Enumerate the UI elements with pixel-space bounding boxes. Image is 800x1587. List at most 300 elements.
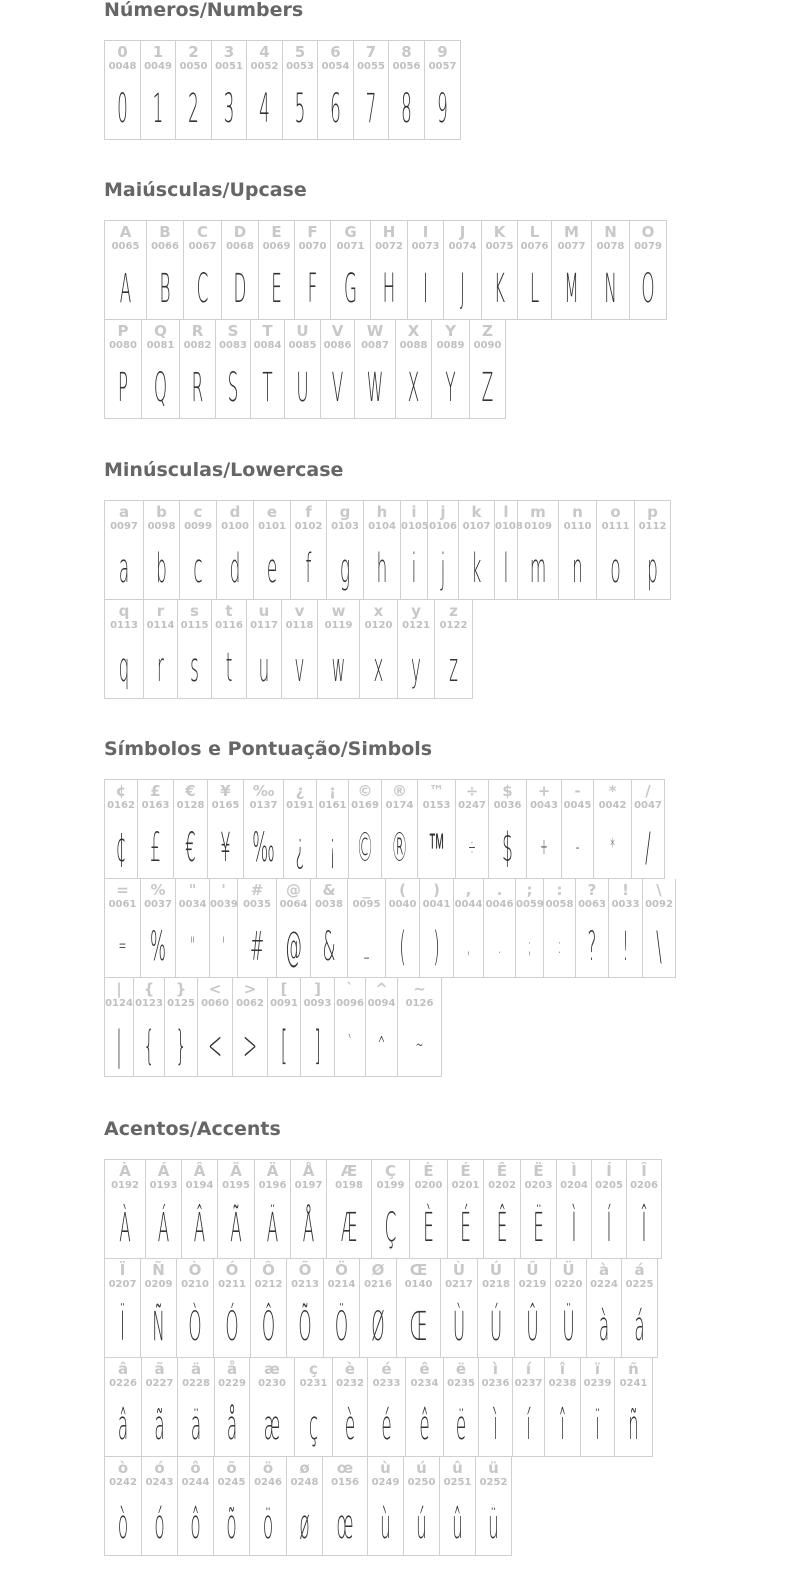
glyph-cell (484, 879, 516, 978)
glyph-sample: T (262, 365, 273, 411)
glyph-code-label: 0044 (454, 899, 483, 910)
glyph-cell (105, 1259, 141, 1358)
glyph-char-label: " (188, 881, 197, 899)
glyph-code-label: 0125 (167, 998, 195, 1009)
glyph-char-label: d (229, 503, 241, 521)
glyph-char-label: è (344, 1360, 356, 1378)
glyph-sample: ô (190, 1502, 201, 1548)
glyph-char-label: - (574, 782, 581, 800)
glyph-sample: ù (380, 1502, 391, 1548)
glyph-code-label: 0077 (557, 241, 586, 252)
glyph-char-label: ö (262, 1459, 274, 1477)
glyph-cell (327, 1160, 372, 1259)
section-symbols (104, 739, 676, 1077)
glyph-code-label: 0124 (105, 998, 133, 1009)
glyph-sample: Å (302, 1205, 315, 1251)
glyph-char-label: ¡ (329, 782, 336, 800)
glyph-code-label: 0229 (218, 1378, 246, 1389)
section-lowercase (104, 460, 671, 699)
glyph-sample: [ (280, 1023, 288, 1069)
glyph-code-label: 0089 (436, 340, 465, 351)
glyph-sample: È (423, 1205, 434, 1251)
glyph-char-label: ® (392, 782, 407, 800)
glyph-cell (454, 879, 484, 978)
glyph-char-label: À (119, 1162, 131, 1180)
glyph-code-label: 0073 (411, 241, 440, 252)
glyph-grid-symbols (104, 779, 676, 1077)
glyph-char-label: œ (336, 1459, 354, 1477)
glyph-sample: C (196, 266, 209, 312)
glyph-sample: Á (157, 1205, 170, 1251)
section-title-symbols: Símbolos e Pontuação/Simbols (104, 738, 433, 760)
glyph-char-label: I (422, 223, 429, 241)
glyph-sample: Ô (261, 1304, 276, 1350)
glyph-code-label: 0123 (135, 998, 163, 1009)
glyph-cell (105, 978, 134, 1077)
glyph-sample: & (322, 924, 336, 970)
glyph-cell (444, 1358, 479, 1457)
glyph-code-label: 0045 (563, 800, 592, 811)
glyph-code-label: 0055 (357, 61, 385, 72)
glyph-char-label: M (564, 223, 579, 241)
glyph-char-label: ¥ (220, 782, 231, 800)
glyph-cell (291, 501, 327, 600)
glyph-sample: à (598, 1304, 610, 1350)
glyph-row (104, 1358, 653, 1457)
glyph-sample: ] (314, 1023, 321, 1069)
glyph-sample: ¡ (329, 825, 336, 871)
glyph-code-label: 0246 (254, 1477, 282, 1488)
glyph-cell (382, 780, 418, 879)
glyph-code-label: 0043 (530, 800, 558, 811)
glyph-char-label: ê (419, 1360, 430, 1378)
glyph-code-label: 0228 (182, 1378, 210, 1389)
glyph-char-label: ÷ (465, 782, 479, 800)
glyph-cell (180, 501, 217, 600)
glyph-cell (284, 780, 317, 879)
glyph-cell (333, 1358, 368, 1457)
glyph-code-label: 0174 (385, 800, 414, 811)
glyph-sample: ê (419, 1403, 430, 1449)
glyph-char-label: Ï (119, 1261, 126, 1279)
glyph-char-label: Ö (335, 1261, 348, 1279)
glyph-char-label: 5 (294, 43, 306, 61)
glyph-sample: ã (154, 1403, 165, 1449)
glyph-sample: % (150, 924, 166, 970)
glyph-char-label: C (196, 223, 208, 241)
glyph-sample: ™ (428, 825, 445, 871)
glyph-sample: . (498, 934, 501, 959)
glyph-char-label: Ù (452, 1261, 466, 1279)
glyph-sample: Ù (452, 1304, 466, 1350)
glyph-sample: J (460, 266, 465, 312)
glyph-cell (360, 1259, 397, 1358)
glyph-char-label: | (116, 980, 122, 998)
glyph-cell (177, 1259, 214, 1358)
glyph-cell (184, 221, 222, 320)
glyph-char-label: ~ (413, 980, 426, 998)
glyph-code-label: 0060 (201, 998, 229, 1009)
glyph-code-label: 0071 (336, 241, 365, 252)
glyph-cell (389, 41, 425, 140)
glyph-char-label: È (423, 1162, 434, 1180)
glyph-code-label: 0070 (298, 241, 327, 252)
glyph-cell (295, 1358, 333, 1457)
glyph-code-label: 0235 (447, 1378, 475, 1389)
glyph-char-label: ï (594, 1360, 601, 1378)
glyph-cell (327, 501, 364, 600)
glyph-sample: Û (526, 1304, 539, 1350)
glyph-sample: Ï (120, 1304, 125, 1350)
glyph-row (104, 500, 671, 600)
glyph-cell (371, 221, 408, 320)
glyph-cell (214, 1457, 250, 1556)
glyph-sample: M (564, 266, 579, 312)
glyph-sample: G (343, 266, 358, 312)
glyph-sample: a (118, 546, 130, 592)
glyph-sample: é (381, 1403, 392, 1449)
glyph-code-label: 0098 (147, 521, 176, 532)
glyph-code-label: 0049 (144, 61, 172, 72)
glyph-sample: Õ (298, 1304, 312, 1350)
glyph-code-label: 0137 (249, 800, 278, 811)
glyph-cell (576, 879, 609, 978)
glyph-char-label: ü (488, 1459, 499, 1477)
glyph-code-label: 0198 (335, 1180, 363, 1191)
glyph-char-label: t (225, 602, 233, 620)
glyph-cell (545, 1358, 581, 1457)
glyph-char-label: x (373, 602, 384, 620)
glyph-code-label: 0069 (262, 241, 291, 252)
glyph-code-label: 0097 (110, 521, 138, 532)
glyph-cell (372, 1160, 410, 1259)
glyph-code-label: 0249 (371, 1477, 400, 1488)
glyph-code-label: 0248 (290, 1477, 319, 1488)
glyph-code-label: 0114 (146, 620, 175, 631)
glyph-char-label: ø (299, 1459, 310, 1477)
glyph-code-label: 0062 (236, 998, 264, 1009)
glyph-sample: ? (587, 924, 597, 970)
glyph-char-label: y (411, 602, 421, 620)
glyph-char-label: â (117, 1360, 129, 1378)
glyph-sample: Ø (371, 1304, 385, 1350)
glyph-code-label: 0075 (485, 241, 514, 252)
glyph-char-label: k (471, 503, 482, 521)
glyph-char-label: 3 (223, 43, 235, 61)
glyph-sample: < (207, 1023, 223, 1069)
glyph-char-label: É (460, 1162, 471, 1180)
glyph-code-label: 0090 (473, 340, 502, 351)
glyph-code-label: 0047 (634, 800, 662, 811)
glyph-sample: m (529, 546, 547, 592)
glyph-sample: 3 (223, 86, 235, 132)
glyph-cell (562, 780, 594, 879)
glyph-char-label: Y (445, 322, 456, 340)
glyph-code-label: 0243 (145, 1477, 174, 1488)
glyph-cell (105, 221, 147, 320)
glyph-char-label: 9 (437, 43, 448, 61)
section-numbers (104, 0, 461, 140)
glyph-char-label: 7 (365, 43, 377, 61)
glyph-sample: í (526, 1403, 531, 1449)
glyph-cell (632, 780, 665, 879)
glyph-code-label: 0052 (250, 61, 279, 72)
glyph-code-label: 0041 (422, 899, 451, 910)
glyph-char-label: { (143, 980, 155, 998)
glyph-cell (250, 1358, 295, 1457)
glyph-sample: n (572, 546, 583, 592)
glyph-code-label: 0122 (439, 620, 468, 631)
glyph-cell (355, 320, 396, 419)
glyph-char-label: D (233, 223, 247, 241)
glyph-sample: © (356, 825, 374, 871)
glyph-char-label: ô (190, 1459, 201, 1477)
glyph-sample: - (575, 835, 580, 860)
glyph-cell (218, 1160, 255, 1259)
glyph-cell (551, 1259, 587, 1358)
glyph-code-label: 0214 (327, 1279, 356, 1290)
glyph-char-label: £ (150, 782, 161, 800)
glyph-cell (268, 978, 301, 1077)
glyph-cell (105, 501, 144, 600)
glyph-char-label: 2 (188, 43, 199, 61)
glyph-char-label: Î (641, 1162, 647, 1180)
glyph-char-label: K (493, 223, 506, 241)
glyph-sample: * (610, 835, 615, 860)
glyph-cell (144, 501, 180, 600)
glyph-code-label: 0058 (545, 899, 574, 910)
glyph-sample: á (634, 1304, 645, 1350)
glyph-char-label: b (156, 503, 167, 521)
glyph-char-label: ; (526, 881, 533, 899)
glyph-sample: Î (641, 1205, 647, 1251)
glyph-sample: o (610, 546, 621, 592)
glyph-code-label: 0037 (144, 899, 172, 910)
glyph-code-label: 0054 (321, 61, 350, 72)
glyph-cell (182, 1160, 218, 1259)
glyph-char-label: Í (606, 1162, 612, 1180)
glyph-code-label: 0225 (625, 1279, 654, 1290)
glyph-cell (259, 221, 295, 320)
glyph-char-label: ^ (375, 980, 388, 998)
glyph-char-label: L (529, 223, 540, 241)
glyph-sample: Ú (489, 1304, 503, 1350)
glyph-code-label: 0101 (258, 521, 286, 532)
glyph-row (104, 1159, 662, 1259)
glyph-code-label: 0117 (250, 620, 278, 631)
glyph-sample: i (411, 546, 417, 592)
glyph-sample: u (258, 645, 270, 691)
glyph-code-label: 0036 (493, 800, 522, 811)
glyph-sample: Â (193, 1205, 206, 1251)
glyph-char-label: Â (193, 1162, 206, 1180)
glyph-sample: É (460, 1205, 471, 1251)
glyph-char-label: Ñ (152, 1261, 165, 1279)
glyph-sample: 6 (330, 86, 341, 132)
glyph-code-label: 0231 (299, 1378, 328, 1389)
glyph-cell (594, 780, 632, 879)
glyph-char-label: ó (154, 1459, 165, 1477)
glyph-sample: Ã (230, 1205, 242, 1251)
glyph-cell (635, 501, 671, 600)
glyph-cell (144, 600, 178, 699)
glyph-sample: k (471, 546, 482, 592)
glyph-char-label: Q (154, 322, 167, 340)
glyph-char-label: v (294, 602, 305, 620)
glyph-code-label: 0095 (352, 899, 381, 910)
glyph-cell (420, 879, 454, 978)
glyph-sample: x (373, 645, 384, 691)
glyph-code-label: 0196 (258, 1180, 287, 1191)
glyph-char-label: u (258, 602, 270, 620)
glyph-sample: Ü (562, 1304, 575, 1350)
glyph-char-label: } (175, 980, 187, 998)
glyph-sample: Í (606, 1205, 612, 1251)
glyph-code-label: 0065 (111, 241, 140, 252)
glyph-char-label: n (572, 503, 583, 521)
glyph-code-label: 0108 (495, 521, 523, 532)
glyph-sample: b (156, 546, 167, 592)
glyph-code-label: 0216 (364, 1279, 392, 1290)
glyph-grid-accents (104, 1159, 662, 1556)
glyph-sample: £ (150, 825, 161, 871)
glyph-sample: " (190, 934, 195, 959)
glyph-char-label: _ (362, 881, 371, 899)
glyph-code-label: 0093 (303, 998, 332, 1009)
glyph-code-label: 0205 (595, 1180, 623, 1191)
glyph-cell (180, 320, 216, 419)
glyph-code-label: 0213 (291, 1279, 319, 1290)
glyph-char-label: ç (309, 1360, 318, 1378)
section-title-lowercase: Minúsculas/Lowercase (104, 459, 344, 481)
glyph-sample: æ (263, 1403, 281, 1449)
glyph-char-label: © (357, 782, 373, 800)
glyph-char-label: 0 (117, 43, 128, 61)
glyph-cell (495, 501, 523, 600)
glyph-sample: 1 (152, 86, 164, 132)
glyph-sample: ) (433, 924, 440, 970)
glyph-code-label: 0096 (336, 998, 364, 1009)
glyph-sample: å (226, 1403, 238, 1449)
glyph-char-label: w (331, 602, 346, 620)
glyph-cell (643, 879, 676, 978)
glyph-sample: ì (493, 1403, 498, 1449)
glyph-sample: @ (285, 924, 302, 970)
glyph-code-label: 0140 (404, 1279, 433, 1290)
glyph-code-label: 0056 (392, 61, 421, 72)
glyph-cell (482, 221, 518, 320)
glyph-cell (217, 501, 254, 600)
glyph-cell (301, 978, 335, 1077)
glyph-sample: â (117, 1403, 129, 1449)
glyph-cell (105, 879, 141, 978)
glyph-char-label: Ô (262, 1261, 275, 1279)
glyph-sample: 7 (365, 86, 377, 132)
glyph-char-label: @ (286, 881, 301, 899)
glyph-char-label: : (556, 881, 563, 899)
glyph-cell (212, 41, 247, 140)
glyph-code-label: 0165 (211, 800, 240, 811)
glyph-code-label: 0103 (331, 521, 359, 532)
glyph-cell (255, 1160, 291, 1259)
glyph-char-label: ‰ (252, 782, 275, 800)
glyph-code-label: 0072 (375, 241, 403, 252)
glyph-cell (408, 221, 444, 320)
glyph-code-label: 0230 (258, 1378, 286, 1389)
glyph-sample: V (331, 365, 344, 411)
glyph-sample: W (366, 365, 384, 411)
glyph-cell (516, 879, 544, 978)
glyph-sample: \ (656, 924, 662, 970)
glyph-sample: õ (226, 1502, 237, 1548)
glyph-sample: I (423, 266, 428, 312)
glyph-cell (581, 1358, 615, 1457)
glyph-cell (398, 978, 442, 1077)
glyph-sample: L (529, 266, 540, 312)
glyph-char-label: æ (264, 1360, 280, 1378)
glyph-cell (615, 1358, 653, 1457)
glyph-code-label: 0192 (111, 1180, 139, 1191)
glyph-cell (448, 1160, 484, 1259)
glyph-code-label: 0083 (219, 340, 247, 351)
glyph-char-label: é (381, 1360, 392, 1378)
glyph-cell (592, 221, 630, 320)
glyph-cell (630, 221, 667, 320)
glyph-char-label: * (608, 782, 617, 800)
glyph-sample: Ó (225, 1304, 239, 1350)
glyph-cell (212, 600, 247, 699)
glyph-cell (287, 1457, 323, 1556)
glyph-cell (518, 501, 559, 600)
glyph-code-label: 0128 (176, 800, 205, 811)
glyph-code-label: 0202 (488, 1180, 516, 1191)
glyph-char-label: Ø (371, 1261, 385, 1279)
glyph-char-label: X (407, 322, 420, 340)
glyph-code-label: 0244 (181, 1477, 210, 1488)
glyph-code-label: 0111 (601, 521, 630, 532)
glyph-code-label: 0066 (151, 241, 179, 252)
glyph-sample: ç (308, 1403, 319, 1449)
glyph-sample: î (560, 1403, 565, 1449)
glyph-row (104, 1259, 658, 1358)
glyph-row (104, 600, 473, 699)
glyph-sample: ^ (377, 1033, 386, 1058)
glyph-code-label: 0224 (590, 1279, 618, 1290)
glyph-sample: r (157, 645, 164, 691)
glyph-row (104, 879, 676, 978)
glyph-sample: Ñ (152, 1304, 165, 1350)
glyph-sample: ø (299, 1502, 310, 1548)
glyph-sample: Ç (384, 1205, 397, 1251)
glyph-char-label: F (307, 223, 318, 241)
glyph-cell (456, 780, 489, 879)
glyph-sample: 8 (401, 86, 412, 132)
glyph-sample: Œ (409, 1304, 428, 1350)
glyph-sample: ò (117, 1502, 129, 1548)
glyph-sample: s (190, 645, 199, 691)
glyph-cell (404, 1457, 440, 1556)
glyph-char-label: Ä (266, 1162, 279, 1180)
glyph-cell (174, 780, 208, 879)
glyph-sample: ¿ (295, 825, 305, 871)
glyph-char-label: 1 (152, 43, 164, 61)
glyph-cell (335, 978, 366, 1077)
glyph-char-label: ñ (628, 1360, 639, 1378)
glyph-cell (105, 320, 142, 419)
section-title-upcase: Maiúsculas/Upcase (104, 179, 307, 201)
glyph-cell (147, 221, 184, 320)
glyph-code-label: 0161 (318, 800, 347, 811)
